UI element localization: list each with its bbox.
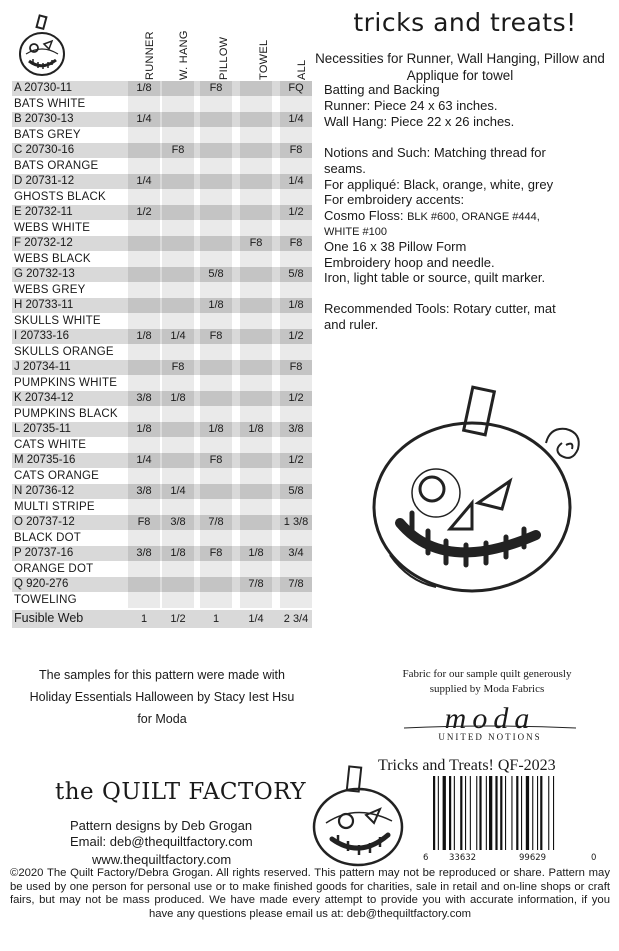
yardage-cell (128, 577, 160, 592)
fusible-label: Fusible Web (14, 611, 84, 625)
yardage-cell (128, 298, 160, 313)
table-row (12, 453, 312, 484)
yardage-cell: 5/8 (280, 484, 312, 499)
fabric-code-line (12, 298, 312, 313)
yardage-cell: 1/8 (128, 422, 160, 437)
barcode-bar (505, 776, 506, 850)
fabric-code-line (12, 112, 312, 127)
fabric-name: MULTI STRIPE (14, 501, 95, 513)
barcode-bar (540, 776, 542, 850)
table-row (12, 422, 312, 453)
yardage-cell: 1/2 (280, 329, 312, 344)
yardage-cell (240, 298, 272, 313)
yardage-cell: F8 (200, 81, 232, 96)
req-wall-hang: Wall Hang: Piece 22 x 26 inches. (324, 114, 515, 129)
table-row (12, 298, 312, 329)
barcode-digit-2: 33632 (449, 853, 477, 863)
fabric-name-line (12, 220, 312, 236)
fabric-code-line (12, 391, 312, 406)
fabric-code: G 20732-13 (14, 268, 75, 280)
req-hoop: Embroidery hoop and needle. (324, 255, 495, 270)
table-row (12, 546, 312, 577)
req-runner: Runner: Piece 24 x 63 inches. (324, 98, 498, 113)
fabric-name: BATS GREY (14, 129, 81, 141)
barcode-bar (479, 776, 481, 850)
barcode-bar (449, 776, 451, 850)
yardage-cell: 3/8 (128, 546, 160, 561)
fabric-code: A 20730-11 (14, 82, 72, 94)
yardage-cell (200, 174, 232, 189)
cosmo-colors-cont: WHITE #100 (324, 226, 387, 238)
table-row (12, 360, 312, 391)
fusible-cell: 1/2 (170, 613, 186, 625)
barcode-bar (521, 776, 522, 850)
yardage-cell: 1/2 (280, 205, 312, 220)
jack-o-lantern-illustration (360, 385, 600, 595)
yardage-cell (200, 577, 232, 592)
yardage-cell: F8 (200, 453, 232, 468)
yardage-cell (240, 484, 272, 499)
yardage-cell (240, 391, 272, 406)
barcode-bar (553, 776, 554, 850)
fabric-name-line (12, 313, 312, 329)
barcode-digit-3: 99629 (519, 853, 547, 863)
yardage-cell (128, 143, 160, 158)
moda-logo-swash-icon (400, 724, 580, 732)
yardage-cell: 1/2 (280, 453, 312, 468)
moda-logo (400, 704, 580, 742)
moda-logo-tag: UNITED NOTIONS (438, 732, 542, 742)
yardage-cell: F8 (200, 546, 232, 561)
yardage-cell: F8 (240, 236, 272, 251)
pattern-title: tricks and treats! (353, 8, 577, 37)
yardage-cell: 1/4 (128, 174, 160, 189)
barcode-bar (438, 776, 439, 850)
yardage-cell (200, 484, 232, 499)
fabric-code-line (12, 484, 312, 499)
yardage-cell (128, 267, 160, 282)
fabric-code-line (12, 329, 312, 344)
yardage-cell: 7/8 (200, 515, 232, 530)
fabric-name: TOWELING (14, 594, 77, 606)
fabric-code-line (12, 453, 312, 468)
barcode-bar (511, 776, 512, 850)
yardage-cell (240, 174, 272, 189)
fabric-code-line (12, 267, 312, 282)
barcode-bar (532, 776, 533, 850)
req-batting: Batting and Backing (324, 82, 440, 97)
yardage-cell: 1/8 (200, 298, 232, 313)
yardage-cell: 1/8 (128, 329, 160, 344)
yardage-cell (200, 391, 232, 406)
column-headers (130, 20, 320, 80)
fabric-code-line (12, 515, 312, 530)
barcode-bar (486, 776, 487, 850)
fabric-code-line (12, 546, 312, 561)
fabric-name: PUMPKINS BLACK (14, 408, 118, 420)
yardage-cell (200, 112, 232, 127)
fabric-code: L 20735-11 (14, 423, 71, 435)
yardage-cell: F8 (280, 236, 312, 251)
barcode-bar (500, 776, 502, 850)
fabric-name: BATS ORANGE (14, 160, 99, 172)
fabric-code: B 20730-13 (14, 113, 74, 125)
fabric-name-line (12, 530, 312, 546)
column-header-wall-hang: W. HANG (178, 30, 190, 80)
yardage-cell (240, 112, 272, 127)
moda-credit-line1: Fabric for our sample quilt generously (402, 668, 572, 680)
fabric-name: CATS ORANGE (14, 470, 100, 482)
yardage-cell (200, 143, 232, 158)
yardage-cell: 1/8 (162, 391, 194, 406)
yardage-cell: F8 (162, 143, 194, 158)
yardage-cell: 1/4 (162, 484, 194, 499)
table-row (12, 391, 312, 422)
yardage-cell: 3/8 (128, 484, 160, 499)
yardage-cell (162, 236, 194, 251)
barcode-bar (495, 776, 497, 850)
fabric-code-line (12, 422, 312, 437)
yardage-cell: 1/2 (128, 205, 160, 220)
req-tools-cont: and ruler. (324, 317, 379, 332)
website-link[interactable]: www.thequiltfactory.com (92, 852, 232, 867)
barcode-digit-1: 6 (423, 853, 429, 863)
barcode-bar (433, 776, 435, 850)
fabric-name-line (12, 127, 312, 143)
table-row (12, 329, 312, 360)
yardage-cell: F8 (280, 360, 312, 375)
fabric-code-line (12, 360, 312, 375)
fabric-code-line (12, 236, 312, 251)
fabric-name-line (12, 406, 312, 422)
yardage-cell: 1/8 (200, 422, 232, 437)
yardage-cell (240, 267, 272, 282)
barcode-bar (465, 776, 466, 850)
fabric-code: E 20732-11 (14, 206, 73, 218)
barcode-bar (548, 776, 549, 850)
fabric-code: I 20733-16 (14, 330, 69, 342)
yardage-cell: 1/8 (162, 546, 194, 561)
samples-note-line1: The samples for this pattern were made with (39, 668, 285, 682)
samples-note-line2: Holiday Essentials Halloween by Stacy Iest Hsu (29, 690, 295, 704)
column-header-towel: TOWEL (258, 39, 270, 80)
barcode-bar (454, 776, 455, 850)
req-pillow-form: One 16 x 38 Pillow Form (324, 239, 467, 254)
fabric-code: P 20737-16 (14, 547, 74, 559)
yardage-cell: 1/4 (128, 453, 160, 468)
yardage-cell (128, 360, 160, 375)
yardage-cell (162, 174, 194, 189)
fabric-name-line (12, 158, 312, 174)
barcode-bar (443, 776, 446, 850)
fabric-requirements-table (12, 0, 312, 628)
fabric-code: F 20732-12 (14, 237, 73, 249)
yardage-cell: FQ (280, 81, 312, 96)
fabric-name-line (12, 499, 312, 515)
fusible-cell: 1 (140, 613, 148, 625)
pattern-subtitle: Necessities for Runner, Wall Hanging, Pillow and Applique for towel (315, 51, 605, 83)
fabric-code: K 20734-12 (14, 392, 74, 404)
barcode-bar (470, 776, 471, 850)
fabric-code-line (12, 577, 312, 592)
barcode-bar (489, 776, 492, 850)
fabric-code-line (12, 205, 312, 220)
barcode-digit-4: 0 (591, 853, 597, 863)
yardage-cell (162, 577, 194, 592)
cosmo-label: Cosmo Floss: (324, 208, 408, 223)
barcode-bars-icon (431, 776, 591, 854)
fabric-name-line (12, 592, 312, 608)
yardage-cell: 3/4 (280, 546, 312, 561)
req-cosmo-cont (324, 223, 387, 240)
req-iron: Iron, light table or source, quilt marker. (324, 270, 546, 285)
yardage-cell: 5/8 (200, 267, 232, 282)
yardage-cell (240, 515, 272, 530)
column-header-runner: RUNNER (144, 31, 156, 80)
fabric-name: SKULLS WHITE (14, 315, 101, 327)
yardage-cell (162, 81, 194, 96)
table-row (12, 267, 312, 298)
barcode-bar (460, 776, 462, 850)
yardage-cell: 3/8 (128, 391, 160, 406)
moda-credit-line2: supplied by Moda Fabrics (429, 683, 545, 695)
barcode-bar (526, 776, 529, 850)
samples-note (12, 664, 312, 730)
yardage-cell: 7/8 (240, 577, 272, 592)
fabric-name: ORANGE DOT (14, 563, 94, 575)
yardage-cell (162, 205, 194, 220)
fabric-name-line (12, 189, 312, 205)
fabric-code: D 20731-12 (14, 175, 75, 187)
yardage-cell (162, 112, 194, 127)
fabric-code-line (12, 174, 312, 189)
yardage-cell (200, 205, 232, 220)
fabric-code-line (12, 81, 312, 96)
yardage-cell: F8 (162, 360, 194, 375)
designer-email[interactable]: Email: deb@thequiltfactory.com (70, 834, 253, 849)
designer-info (70, 818, 253, 850)
samples-note-line3: for Moda (137, 712, 187, 726)
small-pumpkin-icon (308, 763, 420, 867)
yardage-cell (240, 360, 272, 375)
column-header-all: ALL (296, 59, 308, 80)
yardage-cell: F8 (128, 515, 160, 530)
fusible-web-row (12, 610, 312, 628)
fabric-name: BATS WHITE (14, 98, 86, 110)
yardage-cell (162, 422, 194, 437)
table-row (12, 143, 312, 174)
brand-name: the QUILT FACTORY (55, 779, 307, 805)
fabric-name: CATS WHITE (14, 439, 87, 451)
fabric-name: PUMPKINS WHITE (14, 377, 118, 389)
barcode-bar (476, 776, 477, 850)
fabric-name: GHOSTS BLACK (14, 191, 106, 203)
fabric-code-line (12, 143, 312, 158)
yardage-cell (240, 453, 272, 468)
table-row (12, 484, 312, 515)
fabric-name: BLACK DOT (14, 532, 81, 544)
fabric-name-line (12, 96, 312, 112)
fabric-name: SKULLS ORANGE (14, 346, 114, 358)
yardage-cell: 1/8 (280, 298, 312, 313)
fabric-name-line (12, 251, 312, 267)
req-notions: Notions and Such: Matching thread for (324, 145, 546, 160)
fusible-cell: 1 (212, 613, 220, 625)
fabric-code: H 20733-11 (14, 299, 74, 311)
fabric-name: WEBS GREY (14, 284, 86, 296)
table-row (12, 205, 312, 236)
yardage-cell: 7/8 (280, 577, 312, 592)
fusible-cell: 2 3/4 (283, 613, 309, 625)
fabric-name-line (12, 282, 312, 298)
fabric-name-line (12, 344, 312, 360)
table-row (12, 577, 312, 608)
fusible-cell: 1/4 (248, 613, 264, 625)
fabric-code: M 20735-16 (14, 454, 76, 466)
yardage-cell (162, 267, 194, 282)
moda-credit (372, 667, 602, 697)
yardage-cell: 1/2 (280, 391, 312, 406)
fabric-name-line (12, 468, 312, 484)
req-applique: For appliqué: Black, orange, white, grey (324, 177, 554, 192)
fabric-code: N 20736-12 (14, 485, 75, 497)
yardage-cell: F8 (280, 143, 312, 158)
copyright-notice: ©2020 The Quilt Factory/Debra Grogan. All rights reserved. This pattern may not be reproduced or share. Pattern may be used by one person for personal use or to make finished goods for charities, sale in retail and on-line shops or craft fairs, but may not be mass produced. We have made every attempt to provide you with accurate information, if you have any questions please email us at: deb@thequiltfactory.com (10, 867, 610, 920)
yardage-cell: 1 3/8 (280, 515, 312, 530)
moda-logo-word: moda (444, 702, 536, 735)
yardage-cell: 1/4 (280, 112, 312, 127)
yardage-cell (240, 329, 272, 344)
yardage-cell (200, 360, 232, 375)
req-embroidery: For embroidery accents: (324, 192, 465, 207)
yardage-cell: 1/8 (128, 81, 160, 96)
table-row (12, 112, 312, 143)
yardage-cell: 3/8 (280, 422, 312, 437)
yardage-cell (240, 205, 272, 220)
fabric-code: O 20737-12 (14, 516, 75, 528)
yardage-cell (162, 298, 194, 313)
yardage-cell: 1/8 (240, 422, 272, 437)
barcode (423, 776, 598, 866)
table-row (12, 515, 312, 546)
fabric-name: WEBS BLACK (14, 253, 91, 265)
yardage-cell (162, 453, 194, 468)
yardage-cell: F8 (200, 329, 232, 344)
fabric-code: C 20730-16 (14, 144, 75, 156)
column-header-pillow: PILLOW (218, 36, 230, 80)
fabric-code: Q 920-276 (14, 578, 69, 590)
table-row (12, 236, 312, 267)
fabric-name: WEBS WHITE (14, 222, 91, 234)
cosmo-colors: BLK #600, ORANGE #444, (407, 211, 540, 223)
yardage-cell: 1/8 (240, 546, 272, 561)
yardage-cell: 5/8 (280, 267, 312, 282)
fabric-name-line (12, 561, 312, 577)
table-row (12, 174, 312, 205)
fabric-code: J 20734-11 (14, 361, 71, 373)
yardage-cell (200, 236, 232, 251)
yardage-cell: 1/4 (128, 112, 160, 127)
yardage-cell (240, 143, 272, 158)
table-row (12, 81, 312, 112)
product-id: Tricks and Treats! QF-2023 (378, 757, 556, 774)
fabric-name-line (12, 437, 312, 453)
yardage-cell: 1/4 (280, 174, 312, 189)
yardage-cell (240, 81, 272, 96)
fabric-name-line (12, 375, 312, 391)
barcode-bar (516, 776, 518, 850)
yardage-cell: 1/4 (162, 329, 194, 344)
yardage-cell (128, 236, 160, 251)
barcode-bar (537, 776, 538, 850)
req-notions-cont: seams. (324, 161, 366, 176)
designer-line: Pattern designs by Deb Grogan (70, 818, 253, 833)
req-tools: Recommended Tools: Rotary cutter, mat (324, 301, 556, 316)
yardage-cell: 3/8 (162, 515, 194, 530)
